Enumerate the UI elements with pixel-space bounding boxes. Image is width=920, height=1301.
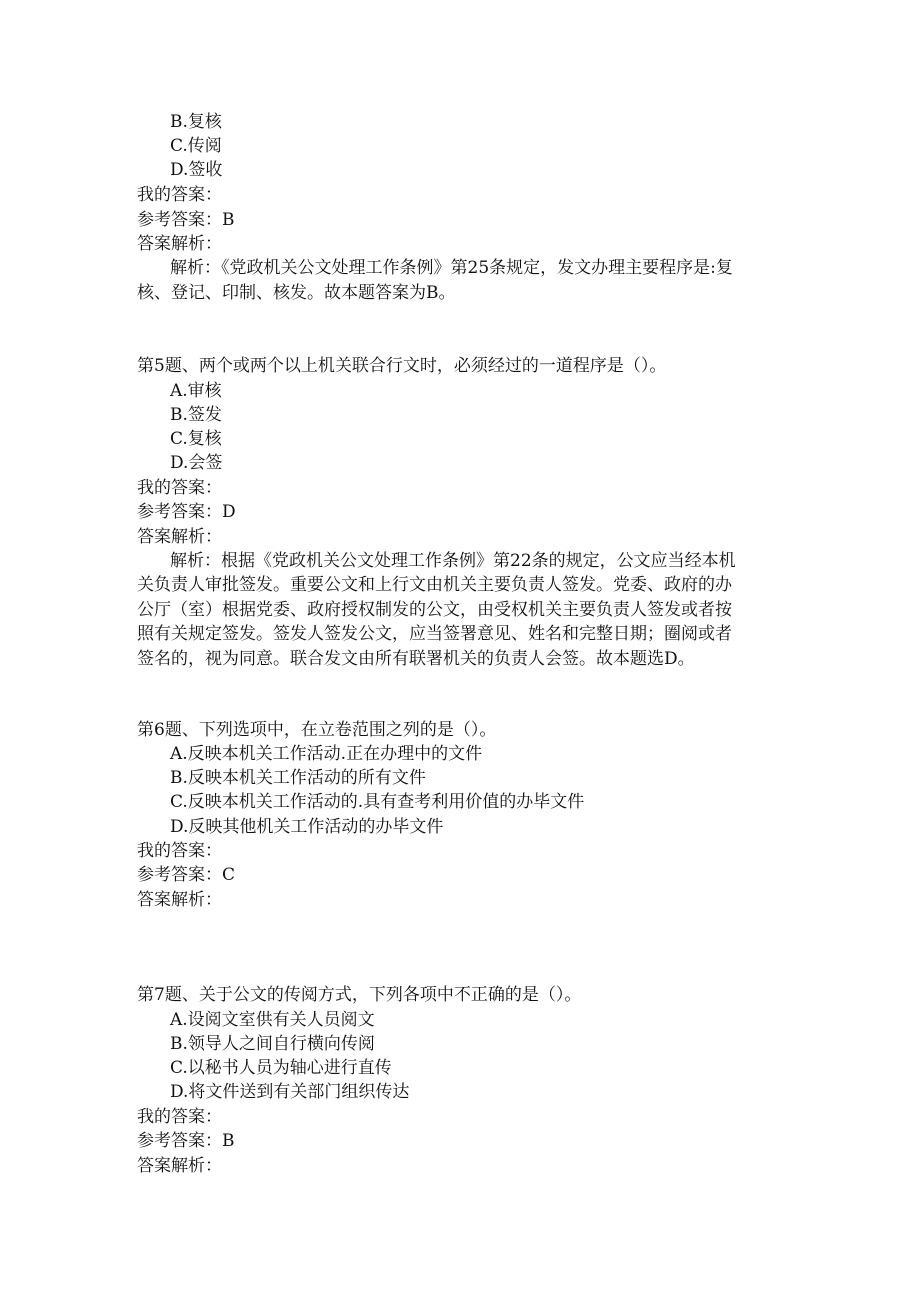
analysis-text: 核、登记、印制、核发。故本题答案为B。 [137, 283, 456, 303]
reference-answer: 参考答案：B [137, 210, 235, 230]
option-c: C.传阅 [170, 136, 222, 156]
analysis-text: 签名的，视为同意。联合发文由所有联署机关的负责人会签。故本题选D。 [137, 649, 695, 669]
option-d: D.签收 [170, 160, 223, 180]
option-d: D.会签 [170, 453, 223, 473]
option-b: B.领导人之间自行横向传阅 [170, 1034, 375, 1054]
my-answer-label: 我的答案： [137, 478, 222, 498]
question-title: 第7题、关于公文的传阅方式，下列各项中不正确的是（）。 [137, 985, 582, 1005]
option-a: A.审核 [170, 381, 222, 401]
reference-answer: 参考答案：C [137, 865, 236, 885]
analysis-text: 解析：根据《党政机关公文处理工作条例》第22条的规定，公文应当经本机 [170, 551, 736, 571]
option-a: A.反映本机关工作活动.正在办理中的文件 [170, 744, 483, 764]
option-b: B.复核 [170, 112, 222, 132]
reference-answer: 参考答案：B [137, 1131, 235, 1151]
my-answer-label: 我的答案： [137, 1107, 222, 1127]
analysis-label: 答案解析： [137, 527, 222, 547]
my-answer-label: 我的答案： [137, 185, 222, 205]
reference-answer: 参考答案：D [137, 502, 236, 522]
option-c: C.复核 [170, 429, 222, 449]
option-c: C.以秘书人员为轴心进行直传 [170, 1058, 392, 1078]
analysis-text: 公厅（室）根据党委、政府授权制发的公文，由受权机关主要负责人签发或者按 [137, 600, 732, 620]
my-answer-label: 我的答案： [137, 841, 222, 861]
analysis-label: 答案解析： [137, 890, 222, 910]
analysis-label: 答案解析： [137, 1156, 222, 1176]
option-c: C.反映本机关工作活动的.具有查考利用价值的办毕文件 [170, 792, 585, 812]
option-b: B.反映本机关工作活动的所有文件 [170, 768, 426, 788]
analysis-label: 答案解析： [137, 234, 222, 254]
question-title: 第5题、两个或两个以上机关联合行文时，必须经过的一道程序是（）。 [137, 356, 667, 376]
option-a: A.设阅文室供有关人员阅文 [170, 1010, 375, 1030]
option-d: D.将文件送到有关部门组织传达 [170, 1082, 410, 1102]
analysis-text: 解析：《党政机关公文处理工作条例》第25条规定，发文办理主要程序是:复 [170, 258, 733, 278]
analysis-text: 关负责人审批签发。重要公文和上行文由机关主要负责人签发。党委、政府的办 [137, 575, 732, 595]
option-d: D.反映其他机关工作活动的办毕文件 [170, 817, 444, 837]
question-title: 第6题、下列选项中，在立卷范围之列的是（）。 [137, 720, 497, 740]
option-b: B.签发 [170, 405, 222, 425]
analysis-text: 照有关规定签发。签发人签发公文，应当签署意见、姓名和完整日期；圈阅或者 [137, 624, 732, 644]
